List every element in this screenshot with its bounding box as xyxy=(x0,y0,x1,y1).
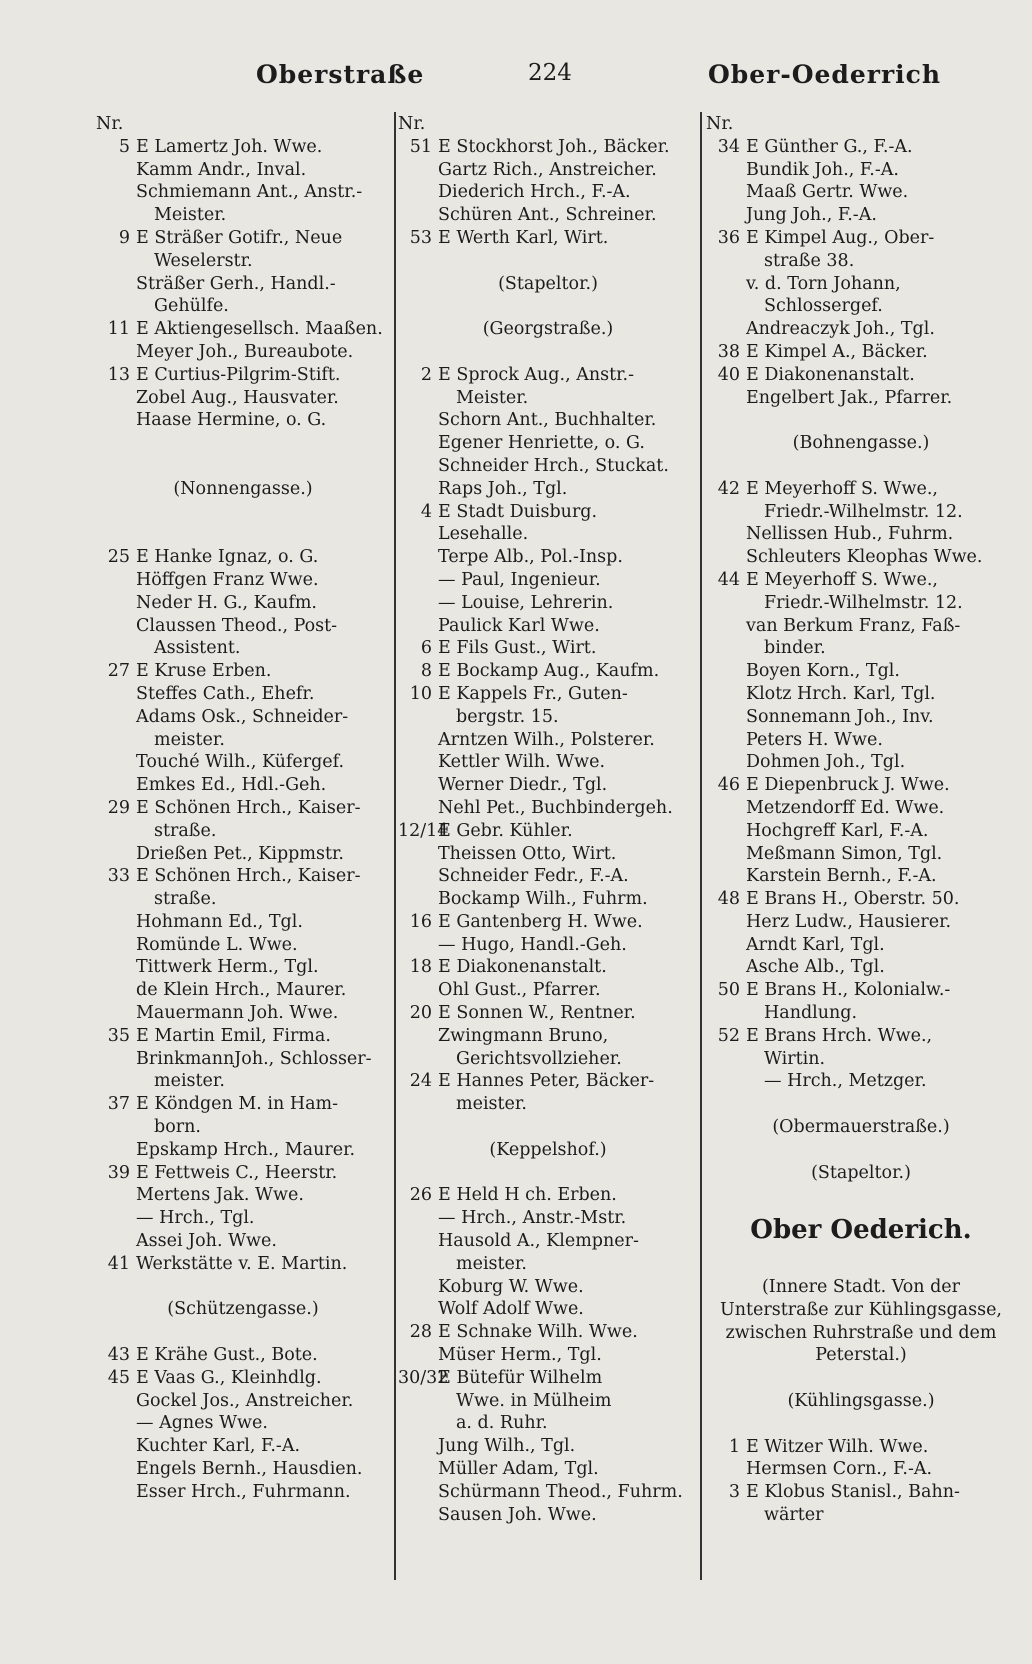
entry-text: E Brans H., Kolonialw.- xyxy=(746,980,951,1001)
entry-text: E Witzer Wilh. Wwe. xyxy=(746,1436,929,1457)
wrapped-line: Friedr.-Wilhelmstr. 12. xyxy=(764,501,963,522)
resident-line: Hohmann Ed., Tgl. xyxy=(136,911,303,932)
house-number: 4 xyxy=(420,501,432,522)
house-entry xyxy=(706,1025,1016,1048)
entry-text: E Schönen Hrch., Kaiser- xyxy=(136,866,361,887)
resident-line: Haase Hermine, o. G. xyxy=(136,410,327,431)
house-entry xyxy=(96,1367,390,1390)
resident-line: Schneider Fedr., F.-A. xyxy=(438,866,629,887)
house-number: 27 xyxy=(107,661,130,682)
spacer xyxy=(96,1276,390,1299)
house-number: 11 xyxy=(107,319,130,340)
resident-line: Kettler Wilh. Wwe. xyxy=(438,752,606,773)
section-heading: Peterstal.) xyxy=(815,1345,907,1366)
house-entry xyxy=(96,318,390,341)
resident-line: Tittwerk Herm., Tgl. xyxy=(136,957,319,978)
resident-line: Gockel Jos., Anstreicher. xyxy=(136,1390,354,1411)
house-entry xyxy=(96,865,390,888)
resident-line: de Klein Hrch., Maurer. xyxy=(136,980,347,1001)
resident-line: Metzendorff Ed. Wwe. xyxy=(746,797,945,818)
wrapped-line: wärter xyxy=(764,1505,824,1526)
wrapped-line: Wwe. in Mülheim xyxy=(456,1390,612,1411)
house-entry xyxy=(706,1481,1016,1504)
section-heading: (Georgstraße.) xyxy=(482,319,614,340)
resident-line: Engels Bernh., Hausdien. xyxy=(136,1459,363,1480)
resident-line: Werner Diedr., Tgl. xyxy=(438,775,608,796)
entry-text: E Kappels Fr., Guten- xyxy=(438,683,628,704)
house-number: 3 xyxy=(728,1482,740,1503)
house-number: 52 xyxy=(717,1025,740,1046)
resident-line: Raps Joh., Tgl. xyxy=(438,478,568,499)
resident-line: Schüren Ant., Schreiner. xyxy=(438,205,657,226)
wrapped-line: meister. xyxy=(456,1094,527,1115)
house-entry xyxy=(398,501,698,524)
house-entry xyxy=(398,956,698,979)
house-number: 25 xyxy=(107,547,130,568)
entry-text: E Diakonenanstalt. xyxy=(438,957,607,978)
house-entry xyxy=(706,979,1016,1002)
spacer xyxy=(706,1413,1016,1436)
resident-line: Romünde L. Wwe. xyxy=(136,934,298,955)
resident-line: Zobel Aug., Hausvater. xyxy=(136,387,339,408)
resident-line: Herz Ludw., Hausierer. xyxy=(746,911,952,932)
section-heading: (Obermauerstraße.) xyxy=(772,1117,950,1138)
entry-text: E Werth Karl, Wirt. xyxy=(438,227,609,248)
resident-line: BrinkmannJoh., Schlosser- xyxy=(136,1048,372,1069)
entry-text: E Gebr. Kühler. xyxy=(438,820,573,841)
entry-text: E Sträßer Gotifr., Neue xyxy=(136,227,343,248)
house-entry xyxy=(96,797,390,820)
house-number: 1 xyxy=(728,1436,740,1457)
entry-text: E Fils Gust., Wirt. xyxy=(438,638,597,659)
wrapped-line: — Hrch., Metzger. xyxy=(764,1071,927,1092)
section-heading: (Innere Stadt. Von der xyxy=(761,1277,961,1298)
spacer xyxy=(398,250,698,273)
house-entry xyxy=(96,227,390,250)
entry-text: E Lamertz Joh. Wwe. xyxy=(136,136,323,157)
spacer xyxy=(706,455,1016,478)
resident-line: Ohl Gust., Pfarrer. xyxy=(438,980,601,1001)
house-entry xyxy=(706,341,1016,364)
house-entry xyxy=(706,569,1016,592)
resident-line: Wolf Adolf Wwe. xyxy=(438,1299,584,1320)
house-number: 5 xyxy=(118,136,130,157)
resident-line: van Berkum Franz, Faß- xyxy=(746,615,961,636)
entry-text: E Gantenberg H. Wwe. xyxy=(438,911,643,932)
resident-line: Schmiemann Ant., Anstr.- xyxy=(136,182,363,203)
resident-line: Mauermann Joh. Wwe. xyxy=(136,1003,339,1024)
resident-line: Nehl Pet., Buchbindergeh. xyxy=(438,797,673,818)
entry-text: E Sprock Aug., Anstr.- xyxy=(438,364,635,385)
entry-text: E Köndgen M. in Ham- xyxy=(136,1094,339,1115)
house-number: 13 xyxy=(107,364,130,385)
resident-line: Adams Osk., Schneider- xyxy=(136,706,349,727)
house-entry xyxy=(398,1367,698,1390)
resident-line: Maaß Gertr. Wwe. xyxy=(746,182,909,203)
house-number: 44 xyxy=(717,569,740,590)
house-number: 10 xyxy=(409,683,432,704)
resident-line: Boyen Korn., Tgl. xyxy=(746,661,900,682)
wrapped-line: straße 38. xyxy=(764,250,855,271)
resident-line: Touché Wilh., Küfergef. xyxy=(136,752,345,773)
house-entry xyxy=(96,1093,390,1116)
spacer xyxy=(706,1139,1016,1162)
house-entry xyxy=(96,364,390,387)
entry-text: E Sonnen W., Rentner. xyxy=(438,1003,636,1024)
resident-line: Peters H. Wwe. xyxy=(746,729,883,750)
house-number: 2 xyxy=(420,364,432,385)
section-heading: (Stapeltor.) xyxy=(498,273,598,294)
house-entry xyxy=(96,1025,390,1048)
house-number: 20 xyxy=(409,1003,432,1024)
spacer xyxy=(706,1253,1016,1276)
spacer xyxy=(706,1367,1016,1390)
house-number: 53 xyxy=(409,227,432,248)
house-number: 35 xyxy=(107,1025,130,1046)
resident-line: Jung Wilh., Tgl. xyxy=(438,1436,576,1457)
wrapped-line: Handlung. xyxy=(764,1003,858,1024)
resident-line: Emkes Ed., Hdl.-Geh. xyxy=(136,775,327,796)
resident-line: Paulick Karl Wwe. xyxy=(438,615,600,636)
section-heading: zwischen Ruhrstraße und dem xyxy=(725,1322,997,1343)
house-entry xyxy=(398,911,698,934)
wrapped-line: Weselerstr. xyxy=(154,250,253,271)
house-number: 34 xyxy=(717,136,740,157)
house-entry xyxy=(398,820,698,843)
house-number: 8 xyxy=(420,661,432,682)
entry-text: E Vaas G., Kleinhdlg. xyxy=(136,1367,322,1388)
entry-text: E Kimpel Aug., Ober- xyxy=(746,227,935,248)
resident-line: Müller Adam, Tgl. xyxy=(438,1459,599,1480)
resident-line: Kuchter Karl, F.-A. xyxy=(136,1436,301,1457)
resident-line: Hausold A., Klempner- xyxy=(438,1231,639,1252)
wrapped-line: meister. xyxy=(154,729,225,750)
resident-line: Meyer Joh., Bureaubote. xyxy=(136,341,354,362)
house-number: 30/32 xyxy=(398,1367,449,1388)
house-number: 6 xyxy=(420,638,432,659)
house-number: 45 xyxy=(107,1367,130,1388)
house-number: 36 xyxy=(717,227,740,248)
entry-text: E Meyerhoff S. Wwe., xyxy=(746,569,938,590)
column-heading: Nr. xyxy=(706,114,734,134)
spacer xyxy=(398,1116,698,1139)
entry-text: E Meyerhoff S. Wwe., xyxy=(746,478,938,499)
entry-text: E Klobus Stanisl., Bahn- xyxy=(746,1482,960,1503)
section-heading: (Schützengasse.) xyxy=(167,1299,319,1320)
house-entry xyxy=(706,364,1016,387)
house-number: 26 xyxy=(409,1185,432,1206)
resident-line: Kamm Andr., Inval. xyxy=(136,159,307,180)
resident-line: Epskamp Hrch., Maurer. xyxy=(136,1139,356,1160)
spacer xyxy=(96,501,390,547)
wrapped-line: Gehülfe. xyxy=(154,296,229,317)
resident-line: Bockamp Wilh., Fuhrm. xyxy=(438,889,648,910)
resident-line: Arntzen Wilh., Polsterer. xyxy=(438,729,655,750)
section-heading: (Keppelshof.) xyxy=(489,1139,607,1160)
house-entry xyxy=(706,774,1016,797)
house-entry xyxy=(398,1070,698,1093)
resident-line: Meßmann Simon, Tgl. xyxy=(746,843,943,864)
spacer xyxy=(706,409,1016,432)
house-entry xyxy=(96,136,390,159)
house-entry xyxy=(706,888,1016,911)
entry-text: E Hannes Peter, Bäcker- xyxy=(438,1071,655,1092)
house-entry xyxy=(96,1162,390,1185)
resident-line: Müser Herm., Tgl. xyxy=(438,1345,602,1366)
house-entry xyxy=(398,660,698,683)
resident-line: Arndt Karl, Tgl. xyxy=(746,934,885,955)
entry-text: E Schnake Wilh. Wwe. xyxy=(438,1322,638,1343)
entry-text: E Bütefür Wilhelm xyxy=(438,1367,603,1388)
resident-line: Sträßer Gerh., Handl.- xyxy=(136,273,336,294)
resident-line: Asche Alb., Tgl. xyxy=(746,957,885,978)
street-title: Ober Oederich. xyxy=(750,1215,972,1246)
house-number: 24 xyxy=(409,1071,432,1092)
resident-line: Sausen Joh. Wwe. xyxy=(438,1504,597,1525)
resident-line: Hermsen Corn., F.-A. xyxy=(746,1459,933,1480)
resident-line: Andreaczyk Joh., Tgl. xyxy=(746,319,935,340)
resident-line: Lesehalle. xyxy=(438,524,529,545)
house-number: 16 xyxy=(409,911,432,932)
resident-line: Schneider Hrch., Stuckat. xyxy=(438,455,669,476)
resident-line: Sonnemann Joh., Inv. xyxy=(746,706,934,727)
resident-line: Esser Hrch., Fuhrmann. xyxy=(136,1481,351,1502)
resident-line: Nellissen Hub., Fuhrm. xyxy=(746,524,954,545)
house-entry xyxy=(706,478,1016,501)
house-entry xyxy=(398,227,698,250)
resident-line: Hochgreff Karl, F.-A. xyxy=(746,820,929,841)
wrapped-line: binder. xyxy=(764,638,826,659)
house-entry xyxy=(96,660,390,683)
column-left xyxy=(96,113,390,1504)
resident-line: Mertens Jak. Wwe. xyxy=(136,1185,304,1206)
house-entry xyxy=(398,683,698,706)
wrapped-line: Meister. xyxy=(456,387,529,408)
house-number: 9 xyxy=(118,227,130,248)
wrapped-line: Meister. xyxy=(154,205,227,226)
resident-line: Schürmann Theod., Fuhrm. xyxy=(438,1481,683,1502)
house-number: 39 xyxy=(107,1162,130,1183)
house-entry xyxy=(96,1344,390,1367)
resident-line: Neder H. G., Kaufm. xyxy=(136,592,317,613)
wrapped-line: a. d. Ruhr. xyxy=(456,1413,548,1434)
header-left-title: Oberstraße xyxy=(256,60,425,89)
spacer xyxy=(96,432,390,478)
resident-line: Schleuters Kleophas Wwe. xyxy=(746,547,983,568)
resident-line: Drießen Pet., Kippmstr. xyxy=(136,843,344,864)
column-divider-1 xyxy=(394,112,396,1580)
house-entry xyxy=(398,1321,698,1344)
entry-text: E Held H ch. Erben. xyxy=(438,1185,617,1206)
resident-line: Klotz Hrch. Karl, Tgl. xyxy=(746,683,936,704)
house-number: 12/14 xyxy=(398,820,449,841)
entry-text: E Fettweis C., Heerstr. xyxy=(136,1162,338,1183)
entry-text: E Krähe Gust., Bote. xyxy=(136,1345,318,1366)
column-middle xyxy=(398,113,698,1526)
entry-text: Werkstätte v. E. Martin. xyxy=(136,1253,348,1274)
spacer xyxy=(706,1184,1016,1207)
resident-line: — Agnes Wwe. xyxy=(136,1413,268,1434)
house-number: 29 xyxy=(107,797,130,818)
spacer xyxy=(398,295,698,318)
wrapped-line: Friedr.-Wilhelmstr. 12. xyxy=(764,592,963,613)
entry-text: E Günther G., F.-A. xyxy=(746,136,913,157)
house-entry xyxy=(398,637,698,660)
house-number: 48 xyxy=(717,889,740,910)
resident-line: Assei Joh. Wwe. xyxy=(136,1231,277,1252)
house-number: 51 xyxy=(409,136,432,157)
wrapped-line: bergstr. 15. xyxy=(456,706,559,727)
house-number: 46 xyxy=(717,775,740,796)
resident-line: Zwingmann Bruno, xyxy=(438,1025,609,1046)
house-number: 28 xyxy=(409,1322,432,1343)
wrapped-line: Assistent. xyxy=(154,638,241,659)
resident-line: — Paul, Ingenieur. xyxy=(438,569,601,590)
section-heading: (Stapeltor.) xyxy=(811,1162,911,1183)
house-number: 40 xyxy=(717,364,740,385)
wrapped-line: straße. xyxy=(154,889,217,910)
entry-text: E Diakonenanstalt. xyxy=(746,364,915,385)
entry-text: E Brans Hrch. Wwe., xyxy=(746,1025,933,1046)
resident-line: Bundik Joh., F.-A. xyxy=(746,159,899,180)
entry-text: E Stadt Duisburg. xyxy=(438,501,598,522)
column-divider-2 xyxy=(700,112,702,1580)
entry-text: E Brans H., Oberstr. 50. xyxy=(746,889,960,910)
page-number: 224 xyxy=(528,60,572,86)
resident-line: Karstein Bernh., F.-A. xyxy=(746,866,937,887)
wrapped-line: meister. xyxy=(456,1253,527,1274)
resident-line: Terpe Alb., Pol.-Insp. xyxy=(438,547,623,568)
column-heading: Nr. xyxy=(96,114,124,134)
resident-line: — Hrch., Tgl. xyxy=(136,1208,255,1229)
house-number: 42 xyxy=(717,478,740,499)
entry-text: E Kruse Erben. xyxy=(136,661,272,682)
spacer xyxy=(706,1093,1016,1116)
resident-line: Gartz Rich., Anstreicher. xyxy=(438,159,657,180)
house-entry xyxy=(96,546,390,569)
house-number: 37 xyxy=(107,1094,130,1115)
resident-line: Theissen Otto, Wirt. xyxy=(438,843,617,864)
house-entry xyxy=(398,1002,698,1025)
resident-line: Schorn Ant., Buchhalter. xyxy=(438,410,657,431)
wrapped-line: Gerichtsvollzieher. xyxy=(456,1048,622,1069)
house-entry xyxy=(398,1184,698,1207)
resident-line: Claussen Theod., Post- xyxy=(136,615,338,636)
entry-text: E Kimpel A., Bäcker. xyxy=(746,341,928,362)
resident-line: v. d. Torn Johann, xyxy=(746,273,901,294)
column-heading: Nr. xyxy=(398,114,426,134)
resident-line: Koburg W. Wwe. xyxy=(438,1276,584,1297)
spacer xyxy=(398,1162,698,1185)
resident-line: Dohmen Joh., Tgl. xyxy=(746,752,906,773)
entry-text: E Curtius-Pilgrim-Stift. xyxy=(136,364,341,385)
resident-line: Diederich Hrch., F.-A. xyxy=(438,182,631,203)
house-number: 50 xyxy=(717,980,740,1001)
wrapped-line: Schlossergef. xyxy=(764,296,883,317)
resident-line: — Louise, Lehrerin. xyxy=(438,592,614,613)
section-heading: Unterstraße zur Kühlingsgasse, xyxy=(719,1299,1002,1320)
house-entry xyxy=(96,1253,390,1276)
entry-text: E Schönen Hrch., Kaiser- xyxy=(136,797,361,818)
house-number: 38 xyxy=(717,341,740,362)
header-right-title: Ober-Oederrich xyxy=(708,60,942,89)
spacer xyxy=(96,1321,390,1344)
entry-text: E Martin Emil, Firma. xyxy=(136,1025,331,1046)
house-number: 18 xyxy=(409,957,432,978)
section-heading: (Bohnengasse.) xyxy=(792,433,930,454)
resident-line: Steffes Cath., Ehefr. xyxy=(136,683,315,704)
house-entry xyxy=(398,364,698,387)
resident-line: — Hrch., Anstr.-Mstr. xyxy=(438,1208,627,1229)
entry-text: E Aktiengesellsch. Maaßen. xyxy=(136,319,383,340)
entry-text: E Diepenbruck J. Wwe. xyxy=(746,775,950,796)
column-right xyxy=(706,113,1016,1527)
house-entry xyxy=(706,227,1016,250)
house-entry xyxy=(398,136,698,159)
wrapped-line: born. xyxy=(154,1117,201,1138)
entry-text: E Bockamp Aug., Kaufm. xyxy=(438,661,660,682)
entry-text: E Stockhorst Joh., Bäcker. xyxy=(438,136,670,157)
resident-line: Jung Joh., F.-A. xyxy=(746,205,877,226)
resident-line: Egener Henriette, o. G. xyxy=(438,433,645,454)
spacer xyxy=(398,341,698,364)
section-heading: (Kühlingsgasse.) xyxy=(787,1391,935,1412)
wrapped-line: meister. xyxy=(154,1071,225,1092)
entry-text: E Hanke Ignaz, o. G. xyxy=(136,547,319,568)
house-entry xyxy=(706,136,1016,159)
house-number: 33 xyxy=(107,866,130,887)
section-heading: (Nonnengasse.) xyxy=(173,478,313,499)
wrapped-line: straße. xyxy=(154,820,217,841)
resident-line: — Hugo, Handl.-Geh. xyxy=(438,934,627,955)
house-number: 41 xyxy=(107,1253,130,1274)
resident-line: Engelbert Jak., Pfarrer. xyxy=(746,387,953,408)
wrapped-line: Wirtin. xyxy=(764,1048,826,1069)
house-number: 43 xyxy=(107,1345,130,1366)
resident-line: Höffgen Franz Wwe. xyxy=(136,569,319,590)
house-entry xyxy=(706,1436,1016,1459)
